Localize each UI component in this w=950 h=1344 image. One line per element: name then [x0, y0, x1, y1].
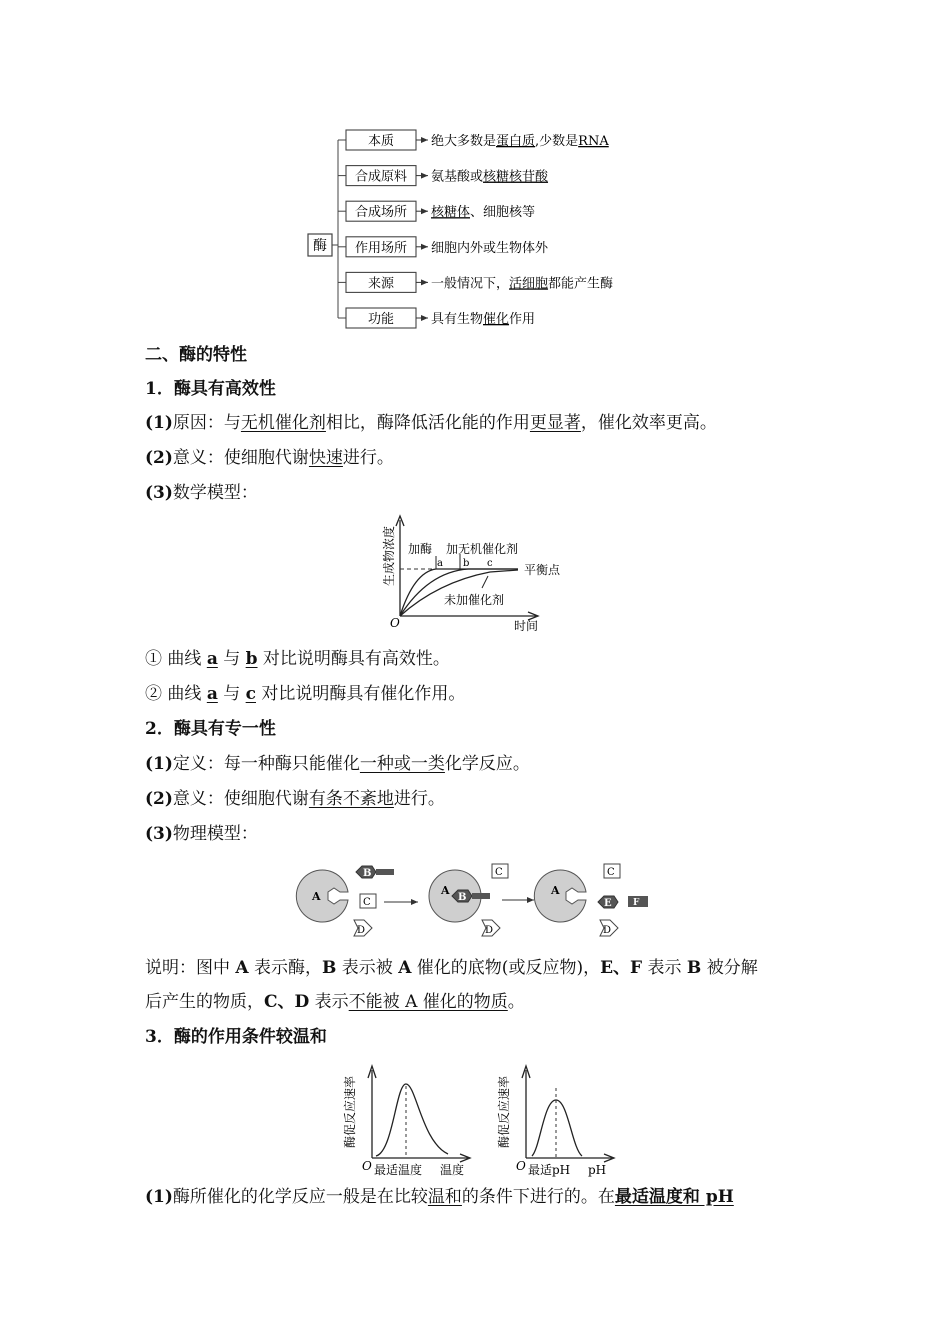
molecule-c-stage3: [604, 864, 620, 878]
model-explanation-line2: 后产生的物质，C、D 表示不能被 A 催化的物质。: [145, 992, 525, 1012]
product-e: [598, 896, 618, 909]
origin-label: O: [390, 616, 400, 630]
concept-value: 具有生物催化作用: [431, 312, 536, 327]
ph-x-label: pH: [588, 1163, 607, 1177]
label-enzyme: 加酶: [408, 542, 433, 556]
ph-y-label: 酶促反应速率: [497, 1075, 511, 1148]
physical-model: [292, 856, 662, 942]
concept-key-label: 功能: [367, 312, 395, 327]
svg-text:D: D: [603, 925, 612, 936]
ph-optimum-label: 最适pH: [528, 1163, 571, 1177]
concept-value: 一般情况下，活细胞都能产生酶: [431, 276, 614, 292]
curve-a-label: a: [437, 558, 443, 569]
label-equilibrium: 平衡点: [524, 563, 561, 577]
efficiency-graph: [378, 512, 578, 637]
subsection-3-title: 3．酶的作用条件较温和: [145, 1027, 327, 1047]
conclusion-1: ① 曲线 a 与 b 对比说明酶具有高效性。: [145, 649, 450, 669]
conclusion-2: ② 曲线 a 与 c 对比说明酶具有催化作用。: [145, 684, 466, 704]
concept-value: 氨基酸或核糖核苷酸: [431, 169, 549, 185]
ph-curve: [532, 1100, 582, 1156]
concept-value: 绝大多数是蛋白质,少数是RNA: [431, 134, 609, 149]
temp-optimum-label: 最适温度: [374, 1163, 423, 1177]
svg-text:A: A: [551, 884, 560, 897]
concept-key-label: 本质: [367, 134, 395, 149]
paragraph-efficiency-reason: (1)原因：与无机催化剂相比，酶降低活化能的作用更显著，催化效率更高。: [145, 413, 717, 433]
molecule-d-stage3: [600, 920, 618, 936]
paragraph-specificity-definition: (1)定义：每一种酶只能催化一种或一类化学反应。: [145, 754, 530, 774]
svg-text:D: D: [485, 925, 494, 936]
concept-key-label: 作用场所: [354, 240, 408, 256]
root-label: 酶: [313, 238, 327, 254]
subsection-2-title: 2．酶具有专一性: [145, 719, 276, 739]
ph-graph: [494, 1062, 624, 1178]
svg-text:A: A: [441, 884, 450, 897]
paragraph-efficiency-meaning: (2)意义：使细胞代谢快速进行。: [145, 448, 394, 468]
subsection-1-title: 1．酶具有高效性: [145, 379, 276, 399]
svg-text:B: B: [458, 892, 467, 903]
svg-text:C: C: [495, 867, 503, 878]
product-f: [628, 896, 648, 908]
enzyme-a-stage1: [296, 870, 348, 922]
molecule-c-stage1: [360, 894, 376, 908]
concept-value: 核糖体、细胞核等: [431, 205, 536, 221]
label-inorganic: 加无机催化剂: [446, 542, 519, 556]
molecule-d-stage2: [482, 920, 500, 936]
y-axis-label: 生成物浓度: [382, 525, 396, 586]
section-heading: 二、酶的特性: [145, 345, 247, 365]
molecule-c-stage2: [492, 864, 508, 878]
svg-text:D: D: [357, 925, 366, 936]
paragraph-math-model: (3)数学模型：: [145, 483, 258, 503]
temp-curve: [376, 1084, 448, 1156]
concept-key-label: 来源: [367, 276, 395, 292]
temperature-graph: [338, 1062, 478, 1178]
model-explanation-line1: 说明：图中 A 表示酶，B 表示被 A 催化的底物(或反应物)，E、F 表示 B 被分解: [145, 958, 758, 978]
substrate-b-stage1: [356, 866, 394, 879]
svg-text:C: C: [363, 897, 371, 908]
paragraph-physical-model: (3)物理模型：: [145, 824, 258, 844]
svg-text:E: E: [604, 898, 612, 909]
curve-c-label: c: [487, 558, 493, 569]
concept-key-label: 合成场所: [354, 205, 408, 221]
curve-b-label: b: [463, 558, 470, 569]
paragraph-specificity-meaning: (2)意义：使细胞代谢有条不紊地进行。: [145, 789, 445, 809]
svg-text:O: O: [362, 1159, 372, 1173]
x-axis-label: 时间: [514, 619, 539, 633]
svg-text:B: B: [363, 868, 372, 879]
concept-key-label: 合成原料: [354, 169, 408, 185]
concept-map: [300, 120, 660, 335]
temp-y-label: 酶促反应速率: [343, 1075, 357, 1148]
enzyme-a-stage3: [534, 870, 586, 922]
molecule-d-stage1: [354, 920, 372, 936]
svg-text:F: F: [633, 898, 640, 908]
label-no-catalyst: 未加催化剂: [444, 593, 505, 607]
temp-x-label: 温度: [440, 1163, 465, 1177]
svg-text:C: C: [607, 867, 615, 878]
svg-text:O: O: [516, 1159, 526, 1173]
paragraph-mild-conditions: (1)酶所催化的化学反应一般是在比较温和的条件下进行的。在最适温度和 pH: [145, 1187, 734, 1207]
svg-text:A: A: [312, 890, 321, 903]
concept-value: 细胞内外或生物体外: [431, 240, 549, 256]
